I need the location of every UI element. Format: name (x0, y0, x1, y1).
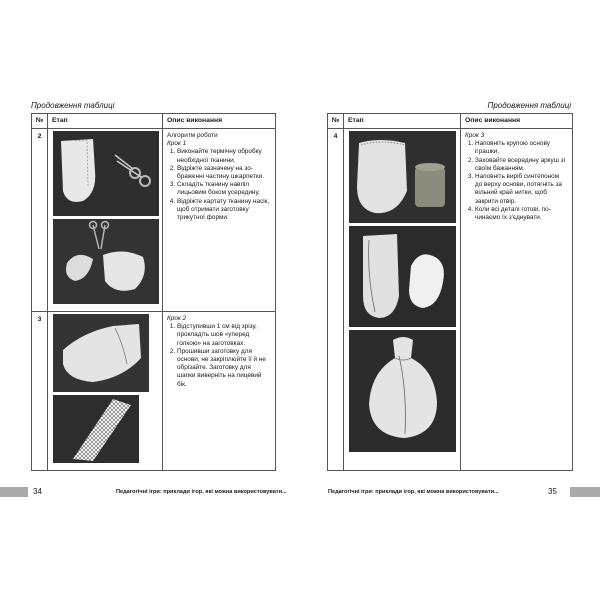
stage-description (163, 312, 276, 471)
list-item: 1. Виконайте термічну обробку необхідної тканини. (177, 148, 271, 164)
photo-checkered-fabric (53, 395, 139, 463)
algorithm-title: Алгоритм роботи (167, 132, 218, 139)
table-row (328, 129, 573, 471)
step-list (167, 323, 271, 389)
header-number: № (32, 114, 48, 129)
footer-bar (0, 487, 28, 497)
stage-description (461, 129, 573, 471)
footer-bar (570, 487, 600, 497)
stage-description (163, 129, 276, 312)
list-item: 3. Наповніть виріб синтепоном до верху основи, потягніть за вільний край нитки, щоб закрити отвір. (475, 173, 568, 206)
list-item: 3. Складіть тканину навпіл лицьовим боком усередину. (177, 181, 271, 197)
step-title: Крок 2 (167, 315, 187, 322)
table-header-row (32, 114, 276, 129)
continuation-label: Продовження таблиці (31, 101, 115, 110)
list-item: 1. Відступивши 1 см від зрізу, прокладіть шов «уперед голкою» на заготовках. (177, 323, 271, 348)
table-header-row (328, 114, 573, 129)
table-row (32, 312, 276, 471)
header-description: Опис виконання (163, 114, 276, 129)
row-number: 4 (328, 129, 344, 471)
stage-photos (48, 129, 163, 312)
header-number: № (328, 114, 344, 129)
row-number: 3 (32, 312, 48, 471)
header-stage: Етап (344, 114, 461, 129)
steps-table (31, 113, 276, 471)
right-page (300, 0, 600, 600)
row-number: 2 (32, 129, 48, 312)
photo-sock-with-scissors (53, 131, 159, 216)
header-stage: Етап (48, 114, 163, 129)
step-list (167, 148, 271, 222)
page-number: 35 (548, 487, 557, 496)
table-row (32, 129, 276, 312)
photo-cut-sock-pieces (53, 219, 159, 304)
photo-sock-and-filling (349, 226, 456, 327)
continuation-label: Продовження таблиці (487, 101, 571, 110)
photo-sock-and-grain-jar (349, 131, 456, 223)
steps-table (327, 113, 573, 471)
list-item: 2. Заховайте всередину аркуш зі своїм бажанням. (475, 157, 568, 173)
header-description: Опис виконання (461, 114, 573, 129)
photo-filled-toy-base (349, 330, 456, 452)
page-number: 34 (33, 487, 42, 496)
stage-photos (48, 312, 163, 471)
stage-photos (344, 129, 461, 471)
step-title: Крок 3 (465, 132, 485, 139)
footer-running-title: Педагогічні ігри: приклади ігор, які можна використовувати... (116, 489, 287, 495)
photo-stitched-sock (53, 314, 149, 392)
list-item: 4. Коли всі деталі готові, починаємо їх з'єднувати. (475, 206, 568, 222)
footer-running-title: Педагогічні ігри: приклади ігор, які можна використовувати... (328, 489, 499, 495)
step-title: Крок 1 (167, 140, 187, 148)
list-item: 4. Відріжте картату тканину насік, щоб отримати заготовку трикутної форми. (177, 198, 271, 223)
step-list (465, 140, 568, 222)
list-item: 2. Відріжте зазначену на зображенні частину шкарпетки. (177, 165, 271, 181)
list-item: 2. Прошивши заготовку для основи, не закріплюйте її й не обрізайте. Заготовку для шапки виверніть на лицевий бік. (177, 348, 271, 389)
list-item: 1. Наповніть крупою основу іграшки. (475, 140, 568, 156)
